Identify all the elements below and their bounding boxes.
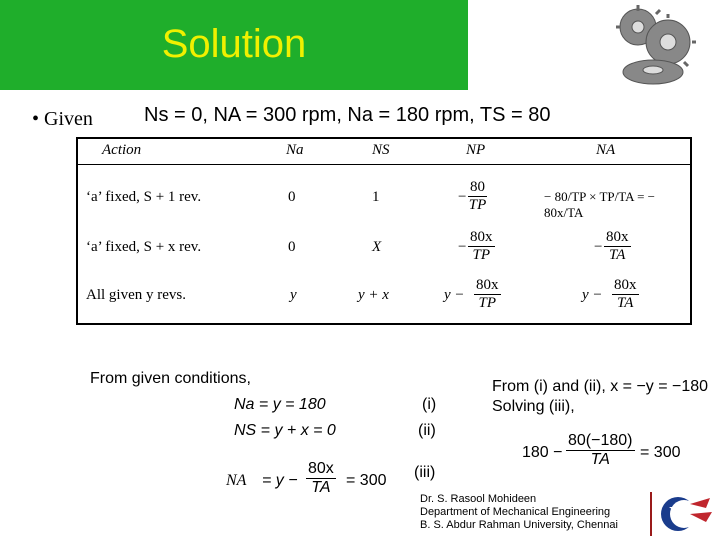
row1-np-sign: − (458, 189, 467, 205)
row3-ns: y + x (358, 287, 389, 303)
author-credits (420, 493, 618, 532)
credit-line-3: B. S. Abdur Rahman University, Chennai (420, 519, 618, 531)
row3-action: All given y revs. (86, 287, 186, 303)
row1-np-num: 80 (470, 179, 485, 195)
equation-2-tag: (ii) (418, 422, 436, 439)
solve-den: TA (590, 451, 610, 468)
tabulation-table (76, 137, 692, 325)
header-na: Na (286, 142, 304, 158)
table-top-rule (76, 137, 692, 139)
gears-icon (608, 2, 698, 92)
solve-num: 80(−180) (568, 432, 633, 449)
row1-ns: 1 (372, 189, 380, 205)
row3-np-den: TP (478, 295, 496, 311)
equation-1-tag: (i) (422, 396, 437, 413)
row2-np-den: TP (472, 247, 490, 263)
equation-2: NS = y + x = 0 (234, 422, 336, 439)
row3-na-prefix: y − (582, 287, 603, 303)
credits-divider (650, 492, 652, 536)
row1-na-expr: − 80/TP × TP/TA = − 80x/TA (544, 189, 655, 220)
header-na-gear: NA (596, 142, 616, 158)
credit-line-2: Department of Mechanical Engineering (420, 506, 611, 518)
row3-na-fraction (612, 277, 639, 312)
row3-np-fraction (474, 277, 501, 312)
result-line-1: From (i) and (ii), x = −y = −180 (492, 378, 709, 395)
equation-3-rhs: = 300 (346, 472, 387, 489)
solve-lhs: 180 − (522, 444, 563, 461)
header-ns: NS (372, 142, 390, 158)
row3-np-prefix: y − (444, 287, 465, 303)
result-line-2: Solving (iii), (492, 398, 575, 415)
row2-na-sign: − (594, 239, 603, 255)
row2-np-num: 80x (470, 229, 493, 245)
credit-line-1: Dr. S. Rasool Mohideen (420, 493, 537, 505)
equation-3-fraction (306, 460, 336, 497)
row2-np-fraction (468, 229, 495, 264)
given-values: Ns = 0, NA = 300 rpm, Na = 180 rpm, TS = 80 (144, 104, 551, 126)
solve-fraction (566, 432, 635, 469)
row1-np-den: TP (468, 197, 487, 213)
equation-3-lhs: NA (226, 472, 247, 489)
header-np: NP (466, 142, 486, 158)
header-action: Action (102, 142, 142, 158)
conditions-heading: From given conditions, (90, 370, 251, 387)
equation-3-tag: (iii) (414, 464, 436, 481)
equation-3-den: TA (311, 479, 331, 496)
given-bullet: • Given (32, 108, 93, 130)
row2-na-num: 80x (606, 229, 629, 245)
row3-na-num: 80x (614, 277, 637, 293)
solve-rhs: = 300 (640, 444, 681, 461)
row2-ns: X (372, 239, 382, 255)
equation-1: Na = y = 180 (234, 396, 326, 413)
row1-na: 0 (288, 189, 296, 205)
row2-np-sign: − (458, 239, 467, 255)
university-logo-icon (656, 494, 714, 534)
row2-na-den: TA (609, 247, 626, 263)
row2-na: 0 (288, 239, 296, 255)
row1-action: ‘a’ fixed, S + 1 rev. (86, 189, 202, 205)
table-bottom-rule (76, 323, 692, 325)
table-left-rule (76, 137, 78, 325)
table-header-rule (76, 164, 692, 165)
row3-na: y (290, 287, 297, 303)
row3-na-den: TA (617, 295, 634, 311)
table-right-rule (690, 137, 692, 325)
row3-np-num: 80x (476, 277, 499, 293)
row2-action: ‘a’ fixed, S + x rev. (86, 239, 202, 255)
row1-np-fraction (468, 179, 487, 214)
slide-title: Solution (161, 22, 307, 66)
row2-na-fraction (604, 229, 631, 264)
equation-3-mid: = y − (262, 472, 298, 489)
equation-3-num: 80x (308, 460, 334, 477)
